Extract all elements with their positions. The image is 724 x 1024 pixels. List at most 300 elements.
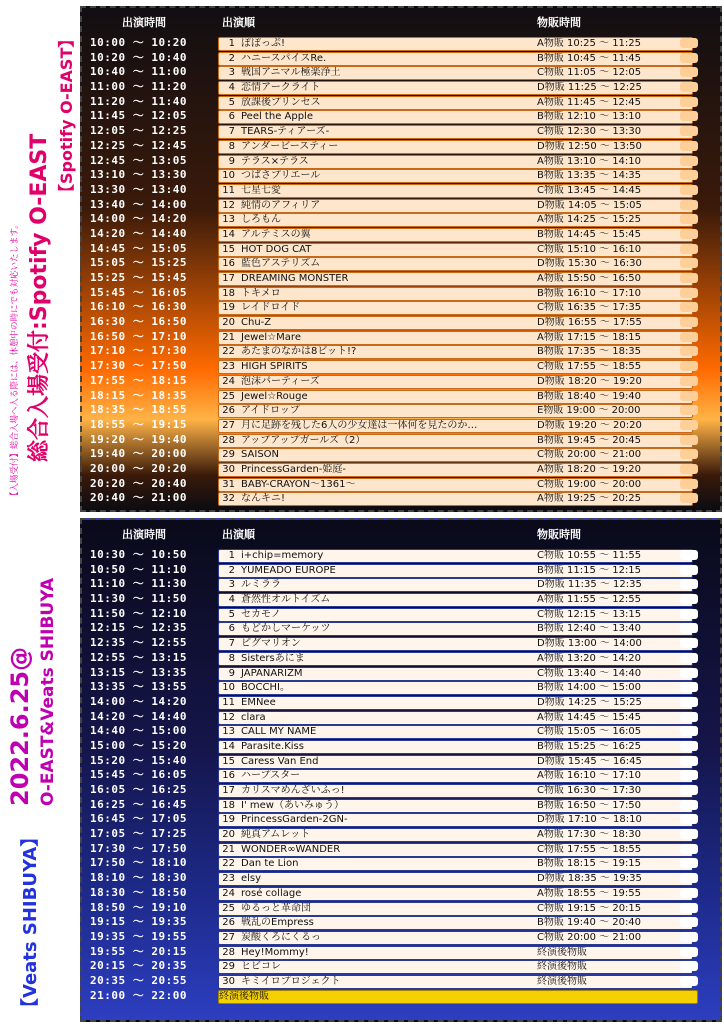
merch-time: A物販 10:25 ～ 11:25 — [537, 38, 642, 49]
table-row — [82, 315, 720, 330]
performance-number: 25 — [222, 390, 235, 402]
performer-name: Chu-Z — [241, 317, 272, 329]
row-end-marker — [680, 653, 698, 663]
performer-bar — [218, 287, 693, 301]
performer-bar — [218, 140, 693, 154]
merch-time: B物販 18:15 ～ 19:15 — [537, 858, 642, 870]
performance-number: 16 — [222, 258, 235, 270]
header-merch: 物販時間 — [537, 528, 581, 541]
performer-name: BOCCHI。 — [241, 682, 290, 694]
performance-time: 14:00 ～ 14:20 — [90, 212, 187, 226]
merch-time: C物販 12:30 ～ 13:30 — [537, 126, 642, 138]
performance-time: 10:30 ～ 10:50 — [90, 548, 187, 561]
performance-time: 16:25 ～ 16:45 — [90, 797, 187, 811]
performer-bar — [218, 228, 693, 242]
performance-number: 21 — [222, 843, 235, 855]
row-end-marker — [680, 594, 698, 604]
merch-time: C物販 13:40 ～ 14:40 — [537, 667, 642, 679]
row-end-marker — [680, 976, 698, 986]
table-row — [82, 65, 720, 80]
performance-number: 25 — [222, 902, 235, 914]
row-end-marker — [680, 391, 698, 401]
table-row — [82, 51, 720, 66]
row-end-marker — [680, 97, 698, 107]
row-end-marker — [680, 550, 698, 560]
performance-time: 20:35 ～ 20:55 — [90, 973, 187, 987]
merch-time: D物販 11:35 ～ 12:35 — [537, 579, 642, 591]
merch-time: C物販 20:00 ～ 21:00 — [537, 931, 642, 943]
performer-bar — [218, 169, 693, 183]
performer-name: TEARS-ティアーズ- — [241, 126, 330, 138]
final-time: 21:00 ～ 22:00 — [90, 988, 187, 1002]
performer-bar — [218, 755, 693, 769]
performance-number: 2 — [228, 52, 235, 64]
merch-time: A物販 11:55 ～ 12:55 — [537, 594, 642, 606]
performer-name: トキメロ — [241, 287, 281, 299]
table-row — [82, 680, 720, 695]
row-end-marker — [680, 668, 698, 678]
table-row — [82, 724, 720, 739]
merch-time: C物販 20:00 ～ 21:00 — [537, 449, 642, 461]
performer-name: EMNee — [241, 696, 276, 708]
performer-bar — [218, 390, 693, 404]
table-row — [82, 462, 720, 477]
merch-time: B物販 12:10 ～ 13:10 — [537, 111, 642, 123]
performer-bar — [218, 360, 693, 374]
table-row — [82, 477, 720, 492]
performance-time: 20:20 ～ 20:40 — [90, 476, 187, 490]
performance-number: 2 — [228, 564, 235, 576]
performance-time: 13:10 ～ 13:30 — [90, 168, 187, 182]
table-row — [82, 945, 720, 960]
performance-number: 9 — [228, 155, 235, 167]
merch-time: A物販 14:45 ～ 15:45 — [537, 711, 642, 723]
row-end-marker — [680, 346, 698, 356]
performance-number: 16 — [222, 770, 235, 782]
row-end-marker — [680, 682, 698, 692]
table-row — [82, 577, 720, 592]
table-row — [82, 607, 720, 622]
performance-number: 12 — [222, 199, 235, 211]
performance-number: 22 — [222, 858, 235, 870]
table-row — [82, 139, 720, 154]
merch-time: C物販 17:55 ～ 18:55 — [537, 361, 642, 373]
performer-bar — [218, 711, 693, 725]
performance-number: 5 — [228, 608, 235, 620]
table-row — [82, 739, 720, 754]
row-end-marker — [680, 111, 698, 121]
merch-time: A物販 14:25 ～ 15:25 — [537, 214, 642, 226]
performer-bar — [218, 564, 693, 578]
table-row — [82, 548, 720, 563]
performance-time: 12:05 ～ 12:25 — [90, 124, 187, 138]
merch-time: D物販 14:25 ～ 15:25 — [537, 696, 642, 708]
performance-time: 17:05 ～ 17:25 — [90, 827, 187, 841]
performer-bar — [218, 375, 693, 389]
table-row — [82, 563, 720, 578]
performance-time: 16:30 ～ 16:50 — [90, 315, 187, 329]
performer-name: もどかしマーケッツ — [241, 623, 331, 635]
table-row — [82, 930, 720, 945]
row-end-marker — [680, 332, 698, 342]
row-end-marker — [680, 288, 698, 298]
performance-time: 15:00 ～ 15:20 — [90, 738, 187, 752]
table-row — [82, 95, 720, 110]
performer-name: rosé collage — [241, 887, 302, 899]
performance-number: 26 — [222, 917, 235, 929]
performance-time: 15:45 ～ 16:05 — [90, 285, 187, 299]
row-end-marker — [680, 82, 698, 92]
performer-name: キミイロプロジェクト — [241, 975, 341, 987]
merch-time: 終演後物販 — [537, 961, 587, 973]
performance-time: 12:25 ～ 12:45 — [90, 138, 187, 152]
header-time: 出演時間 — [122, 528, 166, 541]
performance-time: 16:10 ～ 16:30 — [90, 300, 187, 314]
performance-time: 17:30 ～ 17:50 — [90, 841, 187, 855]
event-date: 2022.6.25@ — [6, 646, 34, 806]
table-row — [82, 901, 720, 916]
performer-bar — [218, 916, 693, 930]
table-row — [82, 666, 720, 681]
performance-time: 19:15 ～ 19:35 — [90, 915, 187, 929]
performance-time: 16:45 ～ 17:05 — [90, 812, 187, 826]
row-end-marker — [680, 609, 698, 619]
performance-number: 24 — [222, 375, 235, 387]
performance-time: 13:15 ～ 13:35 — [90, 665, 187, 679]
performer-bar — [218, 593, 693, 607]
merch-time: C物販 12:15 ～ 13:15 — [537, 608, 642, 620]
row-end-marker — [680, 244, 698, 254]
row-end-marker — [680, 932, 698, 942]
performance-number: 20 — [222, 829, 235, 841]
table-row — [82, 344, 720, 359]
performance-number: 18 — [222, 287, 235, 299]
performance-number: 9 — [228, 667, 235, 679]
performance-number: 10 — [222, 170, 235, 182]
performer-bar — [218, 66, 693, 80]
performance-time: 11:10 ～ 11:30 — [90, 577, 187, 591]
performance-time: 11:20 ～ 11:40 — [90, 94, 187, 108]
performance-number: 28 — [222, 434, 235, 446]
performer-name: アップアップガールズ（2） — [241, 434, 366, 446]
side-banner — [0, 0, 78, 1024]
merch-time: A物販 13:10 ～ 14:10 — [537, 155, 642, 167]
table-row — [82, 183, 720, 198]
performance-number: 30 — [222, 975, 235, 987]
table-row — [82, 710, 720, 725]
row-end-marker — [680, 156, 698, 166]
row-end-marker — [680, 141, 698, 151]
row-end-marker — [680, 449, 698, 459]
merch-time: B物販 18:40 ～ 19:40 — [537, 390, 642, 402]
performance-time: 18:50 ～ 19:10 — [90, 900, 187, 914]
merch-time: A物販 15:50 ～ 16:50 — [537, 273, 642, 284]
table-row — [82, 915, 720, 930]
row-end-marker — [680, 302, 698, 312]
row-end-marker — [680, 785, 698, 795]
merch-time: B物販 14:45 ～ 15:45 — [537, 228, 642, 240]
performance-time: 19:20 ～ 19:40 — [90, 432, 187, 446]
o-east-rows — [82, 36, 720, 506]
merch-time: B物販 13:35 ～ 14:35 — [537, 170, 642, 182]
table-row — [82, 959, 720, 974]
performer-bar — [218, 667, 693, 681]
performance-time: 13:40 ～ 14:00 — [90, 197, 187, 211]
performer-bar — [218, 813, 693, 827]
shibuya-header — [82, 526, 720, 542]
performer-name: 戦乱のEmpress — [241, 917, 314, 929]
o-east-timetable — [80, 6, 722, 512]
merch-time: 終演後物販 — [537, 946, 587, 958]
performer-name: 純情のアフィリア — [241, 199, 321, 211]
performance-time: 11:45 ～ 12:05 — [90, 109, 187, 123]
row-end-marker — [680, 200, 698, 210]
table-row — [82, 300, 720, 315]
performer-bar — [218, 887, 693, 901]
table-row — [82, 124, 720, 139]
performance-number: 15 — [222, 755, 235, 767]
performer-name: PrincessGarden-2GN- — [241, 814, 348, 826]
performer-bar — [218, 652, 693, 666]
performer-name: Caress Van End — [241, 755, 319, 767]
performer-bar — [218, 419, 693, 433]
performer-bar — [218, 946, 693, 960]
performance-number: 14 — [222, 740, 235, 752]
performer-name: JAPANARIZM — [241, 667, 303, 679]
performer-name: しろもん — [241, 214, 281, 226]
table-row — [82, 783, 720, 798]
performance-number: 28 — [222, 946, 235, 958]
row-end-marker — [680, 126, 698, 136]
performer-name: clara — [241, 711, 266, 723]
row-end-marker — [680, 903, 698, 913]
performance-time: 10:40 ～ 11:00 — [90, 65, 187, 79]
performer-name: CALL MY NAME — [241, 726, 317, 738]
performer-name: カリスマめんざいふっ! — [241, 785, 345, 796]
table-row — [82, 798, 720, 813]
performer-name: 藍色アステリズム — [241, 258, 321, 270]
table-row — [82, 389, 720, 404]
performer-bar — [218, 96, 693, 110]
performer-bar — [218, 902, 693, 916]
merch-time: B物販 16:50 ～ 17:50 — [537, 799, 642, 811]
performance-number: 19 — [222, 814, 235, 826]
performance-number: 17 — [222, 785, 235, 796]
performer-bar — [218, 622, 693, 636]
performance-time: 14:20 ～ 14:40 — [90, 226, 187, 240]
performer-bar — [218, 301, 693, 315]
performance-time: 11:50 ～ 12:10 — [90, 606, 187, 620]
performance-time: 15:45 ～ 16:05 — [90, 768, 187, 782]
table-row — [82, 256, 720, 271]
row-end-marker — [680, 38, 698, 48]
merch-time: D物販 15:45 ～ 16:45 — [537, 755, 642, 767]
venue-shibuya-tag: 【Veats SHIBUYA】 — [20, 828, 41, 1016]
performance-number: 31 — [222, 478, 235, 490]
performer-bar — [218, 681, 693, 695]
performance-time: 14:00 ～ 14:20 — [90, 694, 187, 708]
table-row — [82, 154, 720, 169]
performer-name: 純真アムレット — [241, 829, 311, 841]
performance-number: 29 — [222, 449, 235, 461]
performer-bar — [218, 448, 693, 462]
performance-number: 12 — [222, 711, 235, 723]
performance-time: 14:40 ～ 15:00 — [90, 724, 187, 738]
performance-time: 20:00 ～ 20:20 — [90, 461, 187, 475]
performer-name: レイドロイド — [241, 302, 301, 314]
row-end-marker — [680, 623, 698, 633]
performer-bar — [218, 975, 693, 989]
performer-bar — [218, 828, 693, 842]
performer-name: Jewel☆Mare — [241, 331, 301, 343]
performer-bar — [218, 316, 693, 330]
performer-name: 炭酸くろにくるっ — [241, 931, 321, 943]
row-end-marker — [680, 814, 698, 824]
performance-number: 3 — [228, 67, 235, 79]
row-end-marker — [680, 800, 698, 810]
entry-note: 【入場受付】総合入場へ入る際には、休憩中の時にでも対応いたします。 — [10, 220, 20, 500]
veats-shibuya-timetable — [80, 518, 722, 1022]
performance-time: 11:00 ～ 11:20 — [90, 80, 187, 94]
performer-name: あたまのなかは8ビット!? — [241, 346, 357, 358]
performance-time: 18:10 ～ 18:30 — [90, 871, 187, 885]
performer-name: Hey!Mommy! — [241, 946, 309, 958]
performance-number: 1 — [228, 550, 235, 561]
performance-number: 19 — [222, 302, 235, 314]
performer-bar — [218, 637, 693, 651]
performance-number: 15 — [222, 243, 235, 255]
performance-number: 27 — [222, 419, 235, 431]
row-end-marker — [680, 170, 698, 180]
performer-name: HIGH SPIRITS — [241, 361, 308, 373]
performer-name: なんキニ! — [241, 493, 286, 505]
performance-number: 32 — [222, 493, 235, 505]
performer-name: テラス×テラス — [241, 155, 309, 167]
performer-bar — [218, 578, 693, 592]
row-end-marker — [680, 405, 698, 415]
performer-bar — [218, 125, 693, 139]
merch-time: D物販 18:20 ～ 19:20 — [537, 375, 642, 387]
reception-title: 総合入場受付:Spotify O-EAST — [27, 133, 52, 462]
performance-number: 29 — [222, 961, 235, 973]
table-row — [82, 36, 720, 51]
table-row — [82, 812, 720, 827]
performance-number: 24 — [222, 887, 235, 899]
performance-number: 11 — [222, 184, 235, 196]
table-row — [82, 374, 720, 389]
performer-bar — [218, 155, 693, 169]
performer-name: SAISON — [241, 449, 280, 461]
table-row — [82, 418, 720, 433]
row-end-marker — [680, 961, 698, 971]
performer-bar — [218, 843, 693, 857]
table-row — [82, 886, 720, 901]
performance-time: 13:30 ～ 13:40 — [90, 182, 187, 196]
merch-time: B物販 15:25 ～ 16:25 — [537, 740, 642, 752]
merch-time: C物販 11:05 ～ 12:05 — [537, 67, 642, 79]
performance-number: 13 — [222, 726, 235, 738]
performance-time: 18:15 ～ 18:35 — [90, 388, 187, 402]
table-row — [82, 636, 720, 651]
performance-time: 17:50 ～ 18:10 — [90, 856, 187, 870]
row-end-marker — [680, 493, 698, 503]
performer-bar — [218, 213, 693, 227]
row-end-marker — [680, 697, 698, 707]
header-time: 出演時間 — [122, 16, 166, 29]
row-end-marker — [680, 726, 698, 736]
row-end-marker — [680, 844, 698, 854]
performer-bar — [218, 434, 693, 448]
row-end-marker — [680, 770, 698, 780]
performer-bar — [218, 257, 693, 271]
performer-bar — [218, 272, 693, 286]
merch-time: D物販 16:55 ～ 17:55 — [537, 317, 642, 329]
performer-bar — [218, 549, 693, 563]
performance-number: 21 — [222, 331, 235, 343]
performance-time: 17:10 ～ 17:30 — [90, 344, 187, 358]
row-end-marker — [680, 376, 698, 386]
performer-name: elsy — [241, 873, 262, 885]
performer-bar — [218, 799, 693, 813]
table-row — [82, 80, 720, 95]
table-row — [82, 695, 720, 710]
table-row — [82, 592, 720, 607]
performance-time: 19:35 ～ 19:55 — [90, 929, 187, 943]
performance-number: 22 — [222, 346, 235, 358]
performer-name: HOT DOG CAT — [241, 243, 312, 255]
merch-time: E物販 19:00 ～ 20:00 — [537, 405, 641, 417]
merch-time: A物販 17:15 ～ 18:15 — [537, 331, 642, 343]
row-end-marker — [680, 888, 698, 898]
merch-time: C物販 19:15 ～ 20:15 — [537, 902, 642, 914]
performer-bar — [218, 960, 693, 974]
merch-time: D物販 12:50 ～ 13:50 — [537, 140, 642, 152]
merch-time: 終演後物販 — [537, 975, 587, 987]
performer-bar — [218, 331, 693, 345]
performer-bar — [218, 696, 693, 710]
performance-time: 18:55 ～ 19:15 — [90, 417, 187, 431]
final-merch-label: 終演後物販 — [219, 990, 269, 1002]
performer-name: アイドロップ — [241, 405, 300, 417]
performer-name: WONDER∞WANDER — [241, 843, 341, 855]
performer-bar — [218, 81, 693, 95]
final-merch-bar — [218, 990, 698, 1004]
merch-time: A物販 17:30 ～ 18:30 — [537, 829, 642, 841]
merch-time: A物販 16:10 ～ 17:10 — [537, 770, 642, 782]
table-row — [82, 651, 720, 666]
performer-name: ハープスター — [241, 770, 301, 782]
performer-name: アンダービースティー — [241, 140, 339, 152]
performance-number: 7 — [228, 126, 235, 138]
performance-number: 7 — [228, 638, 235, 650]
performance-time: 18:35 ～ 18:55 — [90, 403, 187, 417]
table-row — [82, 286, 720, 301]
merch-time: C物販 15:10 ～ 16:10 — [537, 243, 642, 255]
table-row — [82, 168, 720, 183]
performer-name: BABY-CRAYON～1361～ — [241, 478, 356, 490]
row-end-marker — [680, 258, 698, 268]
performer-name: 月に足跡を残した6人の少女達は一体何を見たのか… — [241, 419, 478, 431]
performer-bar — [218, 184, 693, 198]
merch-time: C物販 15:05 ～ 16:05 — [537, 726, 642, 738]
performance-time: 17:55 ～ 18:15 — [90, 373, 187, 387]
row-end-marker — [680, 947, 698, 957]
table-row — [82, 403, 720, 418]
performer-name: 放課後プリンセス — [241, 96, 321, 108]
header-merch: 物販時間 — [537, 16, 581, 29]
performance-time: 10:20 ～ 10:40 — [90, 50, 187, 64]
performance-number: 17 — [222, 273, 235, 284]
